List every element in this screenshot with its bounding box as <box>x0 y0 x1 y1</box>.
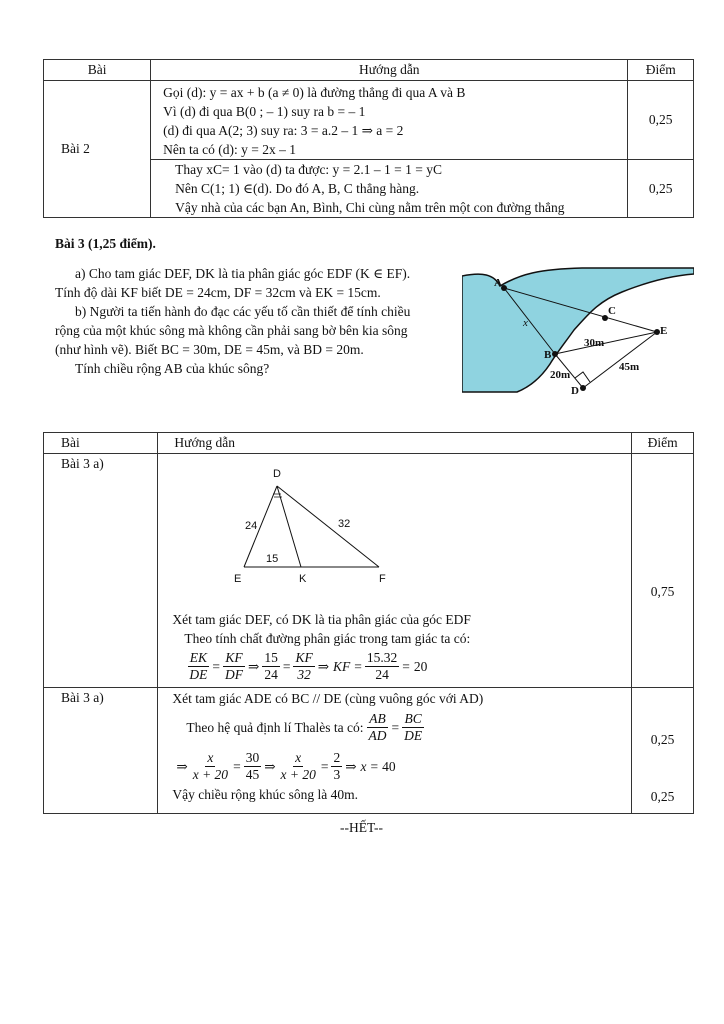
score-value: 0,25 <box>650 789 675 804</box>
text-line: Xét tam giác DEF, có DK là tia phân giác của góc EDF <box>172 612 471 627</box>
score-cell <box>632 688 694 814</box>
header-diem: Điểm <box>632 433 694 454</box>
label-45m: 45m <box>619 361 640 373</box>
problem-line: Tính chiều rộng AB của khúc sông? <box>75 361 270 376</box>
label-32: 32 <box>338 518 351 530</box>
grading-table-2 <box>43 432 694 814</box>
label-30m: 30m <box>584 337 605 349</box>
score-cell: 0,25 <box>628 160 694 218</box>
label-c: C <box>608 305 616 317</box>
label-f: F <box>379 573 387 584</box>
label-a: A <box>494 277 502 289</box>
text-line: Nên C(1; 1) ∈(d). Do đó A, B, C thẳng hàng. <box>175 181 420 196</box>
header-bai: Bài <box>44 60 151 81</box>
fraction: $\frac{x}{x + 20}$ <box>280 750 316 782</box>
formula-thales: Theo hệ quả định lí Thalès ta có: $\frac{AB}{AD}$ = $\frac{BC}{DE}$ <box>186 711 423 743</box>
label-24: 24 <box>245 520 258 532</box>
problem-text <box>55 264 450 378</box>
label-d: D <box>273 468 282 480</box>
point-b <box>552 351 558 357</box>
header-huong-dan: Hướng dẫn <box>151 60 628 81</box>
grading-table-1 <box>43 59 694 218</box>
formula-solve: ⇒ $\frac{x}{x + 20}$ = $\frac{30}{45}$ ⇒ $\frac{x}{x + 20}$ = $\frac{2}{3}$ ⇒ x = 40 <box>176 750 396 782</box>
text-line: Vì (d) đi qua B(0 ; – 1) suy ra b = – 1 <box>163 104 366 119</box>
footer-end: --HẾT-- <box>340 820 383 835</box>
label-20m: 20m <box>550 369 571 381</box>
row-label-bai2: Bài 2 <box>44 81 151 218</box>
point-d <box>580 385 586 391</box>
problem-line: a) Cho tam giác DEF, DK là tia phân giác góc EDF (K ∈ EF). <box>75 266 411 281</box>
text-line: Nên ta có (d): y = 2x – 1 <box>163 142 296 157</box>
fraction: $\frac{15}{24}$ <box>264 650 278 682</box>
problem-title: Bài 3 (1,25 điểm). <box>55 236 156 251</box>
score-cell: 0,75 <box>632 454 694 688</box>
header-diem: Điểm <box>628 60 694 81</box>
bai3a-solution <box>158 454 632 688</box>
label-k: K <box>299 573 307 584</box>
label-15: 15 <box>266 553 279 565</box>
river-figure <box>462 266 694 400</box>
bai2-part2 <box>151 160 628 218</box>
text-line: (d) đi qua A(2; 3) suy ra: 3 = a.2 – 1 ⇒ a = 2 <box>163 123 404 138</box>
fraction: $\frac{KF}{DF}$ <box>225 650 244 682</box>
text-line: Theo tính chất đường phân giác trong tam giác ta có: <box>184 631 471 646</box>
row-label-bai3b: Bài 3 a) <box>44 688 158 814</box>
label-b: B <box>544 349 552 361</box>
text-line: Xét tam giác ADE có BC // DE (cùng vuông góc với AD) <box>172 691 484 706</box>
text-line: Vậy nhà của các bạn An, Bình, Chi cùng nằm trên một con đường thẳng <box>175 200 565 215</box>
row-label-bai3a: Bài 3 a) <box>44 454 158 688</box>
fraction: $\frac{AB}{AD}$ <box>368 711 387 743</box>
fraction: $\frac{30}{45}$ <box>245 750 260 782</box>
problem-line: rộng của một khúc sông mà không cần phải sang bờ bên kia sông <box>55 323 408 338</box>
score-value: 0,25 <box>650 732 675 747</box>
label-e: E <box>234 573 242 584</box>
problem-line: (như hình vẽ). Biết BC = 30m, DE = 45m, và BD = 20m. <box>55 342 364 357</box>
formula-bisector: $\frac{EK}{DE}$ = $\frac{KF}{DF}$ ⇒ $\frac{15}{24}$ = $\frac{KF}{32}$ ⇒ KF = $\frac{15.32}{24}$ = 20 <box>189 650 428 682</box>
fraction: $\frac{2}{3}$ <box>333 750 341 782</box>
label-d: D <box>571 385 579 397</box>
fraction: $\frac{x}{x + 20}$ <box>192 750 229 782</box>
triangle-figure <box>210 456 410 584</box>
bai3b-solution <box>158 688 632 814</box>
bai2-part1 <box>151 81 628 160</box>
fraction: $\frac{KF}{32}$ <box>295 650 313 682</box>
header-huong-dan: Hướng dẫn <box>158 433 632 454</box>
text-line: Vậy chiều rộng khúc sông là 40m. <box>172 787 358 802</box>
text-line: Thay xC= 1 vào (d) ta được: y = 2.1 – 1 = 1 = yC <box>175 162 443 177</box>
fraction: $\frac{15.32}{24}$ <box>366 650 398 682</box>
fraction: $\frac{BC}{DE}$ <box>404 711 423 743</box>
problem-line: b) Người ta tiến hành đo đạc các yếu tố cần thiết để tính chiều <box>75 304 411 319</box>
fraction: $\frac{EK}{DE}$ <box>189 650 208 682</box>
header-bai: Bài <box>44 433 158 454</box>
text-line: Gọi (d): y = ax + b (a ≠ 0) là đường thẳng đi qua A và B <box>163 85 466 100</box>
score-cell: 0,25 <box>628 81 694 160</box>
problem-line: Tính độ dài KF biết DE = 24cm, DF = 32cm và EK = 15cm. <box>55 285 381 300</box>
label-x: x <box>523 317 528 329</box>
label-e: E <box>660 325 668 337</box>
